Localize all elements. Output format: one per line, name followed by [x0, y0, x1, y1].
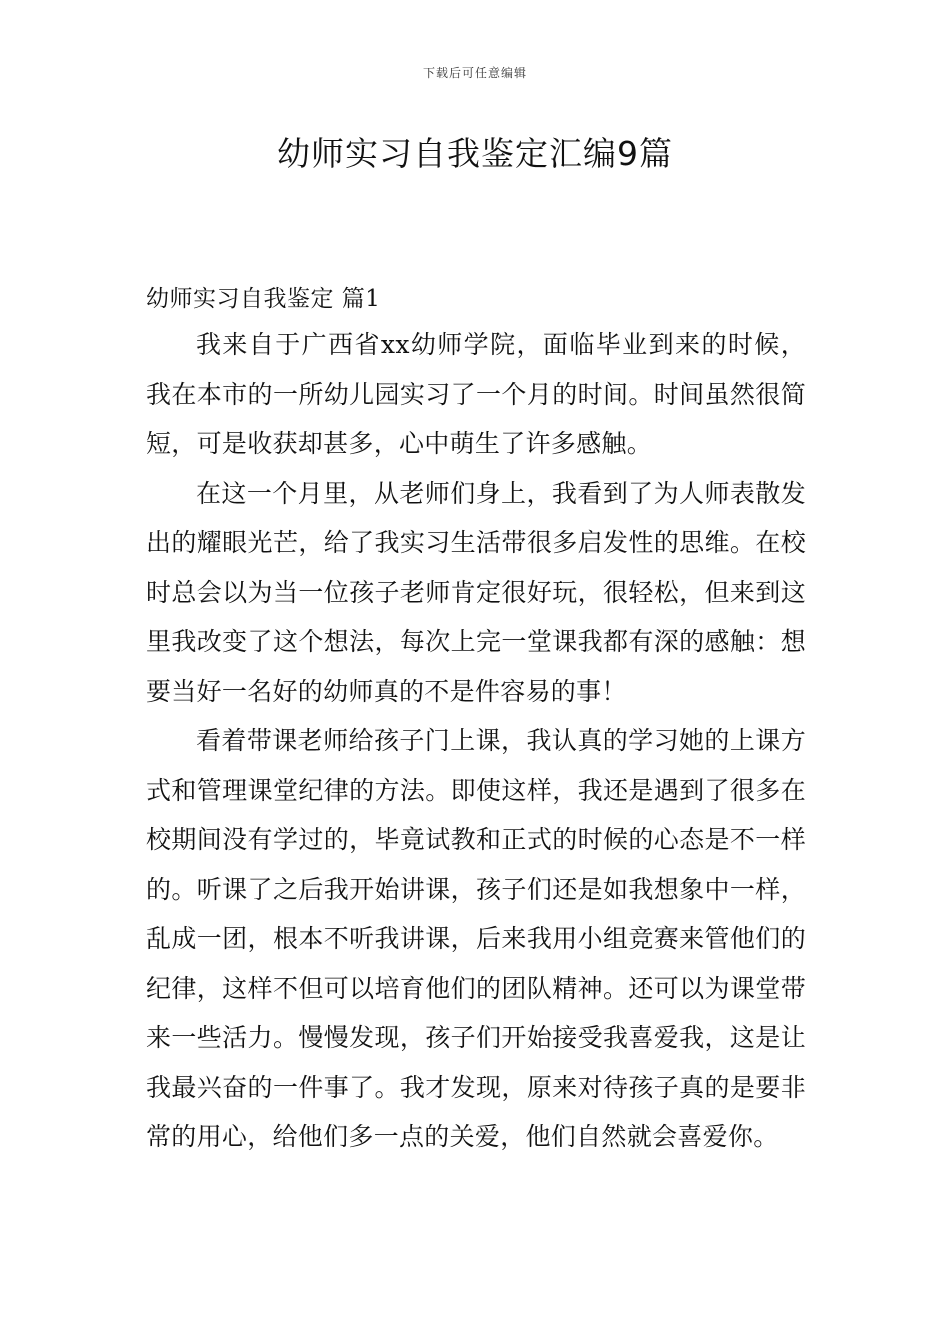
header-note: 下载后可任意编辑 — [422, 66, 527, 80]
paragraph-2: 在这一个月里，从老师们身上，我看到了为人师表散发出的耀眼光芒，给了我实习生活带很多启发性的思维。在校时总会以为当一位孩子老师肯定很好玩，很轻松，但来到这里我改变了这个想法，每次上完一堂课我都有深的感触：想要当好一名好的幼师真的不是件容易的事！ — [146, 478, 806, 706]
document-body — [146, 280, 806, 1162]
paragraph-3: 看着带课老师给孩子门上课，我认真的学习她的上课方式和管理课堂纪律的方法。即使这样，我还是遇到了很多在校期间没有学过的，毕竟试教和正式的时候的心态是不一样的。听课了之后我开始讲课，孩子们还是如我想象中一样，乱成一团，根本不听我讲课，后来我用小组竞赛来管他们的纪律，这样不但可以培育他们的团队精神。还可以为课堂带来一些活力。慢慢发现，孩子们开始接受我喜爱我，这是让我最兴奋的一件事了。我才发现，原来对待孩子真的是要非常的用心，给他们多一点的关爱，他们自然就会喜爱你。 — [146, 726, 806, 1151]
section-heading: 幼师实习自我鉴定 篇1 — [146, 286, 381, 312]
paragraph-1: 我来自于广西省xx幼师学院，面临毕业到来的时候，我在本市的一所幼儿园实习了一个月的时间。时间虽然很简短，可是收获却甚多，心中萌生了许多感触。 — [146, 330, 806, 458]
document-title: 幼师实习自我鉴定汇编9篇 — [277, 134, 673, 173]
